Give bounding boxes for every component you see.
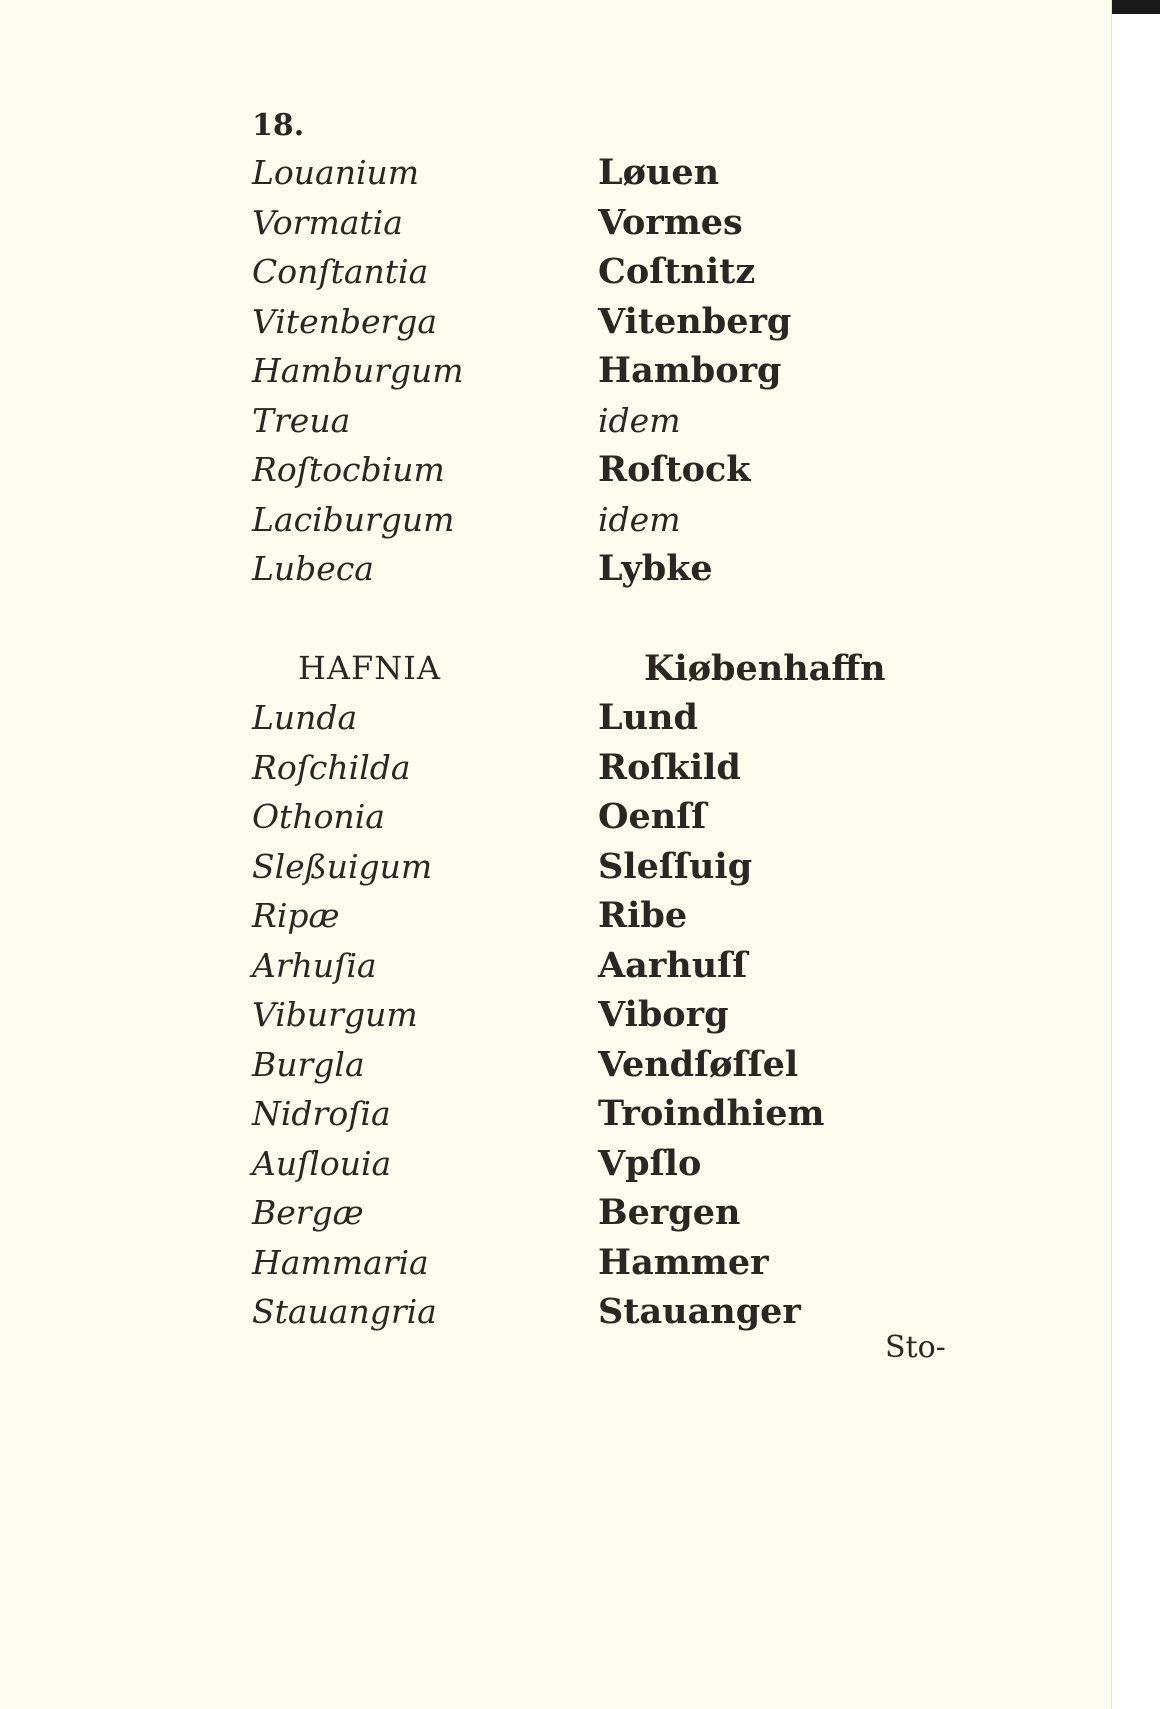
danish-name: Vpſlo [598,1142,702,1184]
latin-name: Roſchilda [252,747,411,787]
latin-section-heading: HAFNIA [298,648,441,687]
danish-name: Lund [598,697,698,738]
catchword: Sto- [885,1330,946,1365]
danish-name: Løuen [598,152,720,193]
latin-name: Roſtocbium [252,450,445,489]
latin-name: Conſtantia [252,252,429,291]
danish-name: Sleſſuig [598,845,753,887]
latin-name: Vitenberga [252,301,438,341]
danish-name: Bergen [598,1192,741,1233]
latin-name: Lunda [252,698,358,737]
latin-name: Auſlouia [252,1143,392,1183]
latin-name: Nidroſia [252,1094,391,1133]
danish-name: Vendſøſſel [598,1043,799,1085]
scan-edge-mark [1112,0,1160,14]
section-gap [598,594,886,644]
latin-name: Viburgum [252,995,418,1034]
latin-name: Hamburgum [252,351,464,390]
latin-name: Ripæ [252,896,340,935]
danish-name: Vormes [598,201,743,243]
page-number: 18. [252,108,305,143]
latin-place-names-column [252,148,464,1337]
danish-name: Aarhuſſ [598,944,748,986]
danish-name: idem [598,400,681,440]
latin-name: Laciburgum [252,499,455,539]
danish-place-names-column [598,148,886,1337]
latin-name: Othonia [252,797,385,836]
latin-name: Bergæ [252,1193,364,1232]
latin-name: Hammaria [252,1242,429,1282]
page-edge [1111,0,1112,1709]
danish-name: Lybke [598,548,713,589]
danish-name: idem [598,499,681,539]
danish-name: Viborg [598,994,729,1035]
danish-name: Coſtnitz [598,251,756,292]
danish-name: Roſkild [598,746,741,788]
latin-name: Arhuſia [252,945,377,985]
danish-name: Hammer [598,1241,769,1283]
danish-name: Stauanger [598,1291,801,1332]
latin-name: Lubeca [252,549,374,588]
danish-name: Hamborg [598,350,782,391]
latin-name: Vormatia [252,202,403,242]
latin-name: Treua [252,400,351,440]
latin-name: Sleßuigum [252,846,433,886]
danish-name: Vitenberg [598,300,792,342]
danish-name: Troindhiem [598,1093,825,1134]
latin-name: Stauangria [252,1292,437,1331]
danish-section-heading: Kiøbenhaffn [644,647,886,689]
latin-name: Burgla [252,1044,365,1084]
danish-name: Roſtock [598,449,751,490]
danish-name: Oenſſ [598,796,707,837]
danish-name: Ribe [598,895,688,936]
section-gap [252,594,464,644]
latin-name: Louanium [252,153,420,192]
